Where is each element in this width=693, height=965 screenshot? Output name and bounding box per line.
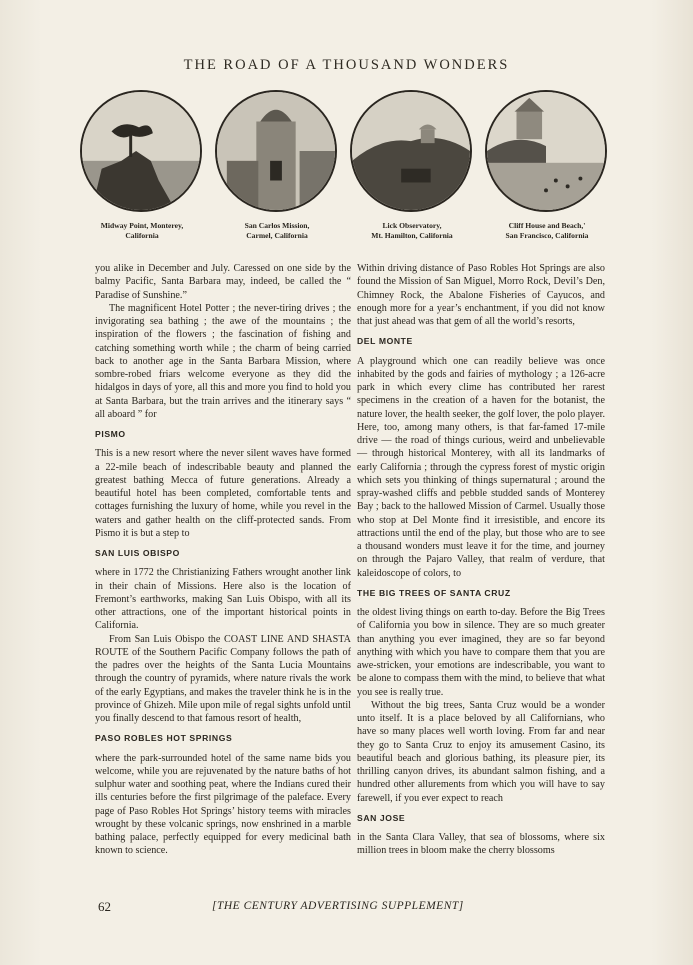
left-column [95,262,351,858]
caption-midway-point: Midway Point, Monterey, California [100,221,184,240]
page-number: 62 [98,899,111,914]
paragraph: Without the big trees, Santa Cruz would be a wonder unto itself. It is a place beloved by all Californians, who have so many places well worth loving. From far and near they go to Santa Cruz to enjoy its amusement Casino, its beautiful beach and glorious bathing, its pleasure pier, its thrilling canyon drives, its abundant salmon fishing, and a hundred other allurements from which you will have to say farewell, if you ever expect to reach [357,699,605,804]
photo-lick-observatory [350,90,472,212]
right-column [357,262,605,858]
paragraph: This is a new resort where the never silent waves have formed a 22-mile beach of indescribable beauty and planned the greatest bathing Mecca of future generations. Already a beautiful hotel has been completed, comfortable tents and cottages furnishing the luxury of home, while you revel in the waters and gather health on the cliff-protected sands. From Pismo it is but a step to [95,448,351,539]
paragraph: A playground which one can readily believe was once inhabited by the gods and fairies of mythology ; a 126-acre park in which every clime has contributed her rarest specimens in the creation of a haven for the botanist, the nature lover, the health seeker, the golf lover, the polo player. Here, too, among many others, is that far-famed 17-mile drive — the road of things curious, weird and unbelievable — through historical Monterey, with all its landmarks of early California ; through the cypress forest of mystic origin which sets you thinking of things supernatural ; around the spray-washed cliffs and pebble studded sands of Monterey Bay ; back to the hallowed Mission of Carmel. Usually those who stop at Del Monte find it irresistible, and encore its attractions until the end of the play, but those who are to see a thousand wonders must leave it for the time, and journey on through the Pajaro Valley, that realm of verdure, that kaleidoscope of colors, to [357,355,605,579]
page-title: THE ROAD OF A THOUSAND WONDERS [183,57,510,73]
paragraph: From San Luis Obispo the COAST LINE AND SHASTA ROUTE of the Southern Pacific Company follows the path of the padres over the heights of the Santa Lucia Mountains through the country of pyramids, where nature rivals the work of the early Egyptians, and makes the traveler think he is in the province of Ghizeh. Mile upon mile of regal sights unfold until you finally descend to that famous resort of health, [95,633,351,724]
section-heading-san-jose: SAN JOSE [357,812,406,823]
photo-cliff-house [485,90,607,212]
photo-san-carlos-mission [215,90,337,212]
section-heading-san-luis-obispo: SAN LUIS OBISPO [95,548,180,558]
section-heading-del-monte: DEL MONTE [357,336,413,347]
paragraph: you alike in December and July. Caressed on one side by the balmy Pacific, Santa Barbara may, indeed, be called the “ Paradise of Sunshine.” [95,263,351,301]
paragraph: where the park-surrounded hotel of the same name bids you welcome, while you are rejuvenated by the nature baths of hot sulphur water and soothing peat, where the Indians cured their ills centuries before the first pilgrimage of the paleface. Every page of Paso Robles Hot Springs’ history teems with miracles wrought by these volcanic springs, now enshrined in a marble bathing palace, perfectly equipped for every medicinal bath known to science. [95,752,351,857]
paragraph: in the Santa Clara Valley, that sea of blossoms, where six million trees in bloom make the cherry blossoms [357,832,605,857]
paragraph: Within driving distance of Paso Robles Hot Springs are also found the Mission of San Miguel, Morro Rock, Devil’s Den, Chimney Rock, the Abalone Fisheries of Cayucos, and enough more for a year’s enchantment, if you did not know that just ahead was that gem of all the world’s resorts, [357,263,605,327]
paragraph: the oldest living things on earth to-day. Before the Big Trees of California you bow in silence. They are so much greater than anything you ever imagined, they are so far beyond anything with which you have to compare them that you are awe-stricken, your emotions are indescribable, you want to be alone to compass them with the mind, to believe that what you see is really true. [357,607,606,698]
caption-lick-observatory: Lick Observatory, Mt. Hamilton, California [371,221,453,240]
section-heading-paso-robles: PASO ROBLES HOT SPRINGS [95,733,233,744]
section-heading-pismo: PISMO [95,429,126,439]
caption-san-carlos: San Carlos Mission, Carmel, California [244,221,310,240]
photo-strip [80,90,620,240]
paragraph: The magnificent Hotel Potter ; the never-tiring drives ; the invigorating sea bathing ; the awe of the mountains ; the inspiration of the flowers ; the fascination of fishing and catching something worth while ; the charm of being carried back to another age in the Santa Barbara Mission, where sombre-robed friars welcome everyone as they did the hidalgos in days of yore, all this and more you find to hold you at Santa Barbara, but the train arrives and the itinerary says “ all aboard ” for [95,302,351,420]
caption-cliff-house: Cliff House and Beach,' San Francisco, California [505,221,589,240]
photo-midway-point [80,90,202,212]
section-heading-big-trees: THE BIG TREES OF SANTA CRUZ [357,587,511,598]
supplement-label: [THE CENTURY ADVERTISING SUPPLEMENT] [212,900,464,912]
paragraph: where in 1772 the Christianizing Fathers wrought another link in their chain of Missions. Here also is the location of Fremont’s earthworks, making San Luis Obispo, with all its other attractions, one of the important historical points in California. [95,567,351,632]
